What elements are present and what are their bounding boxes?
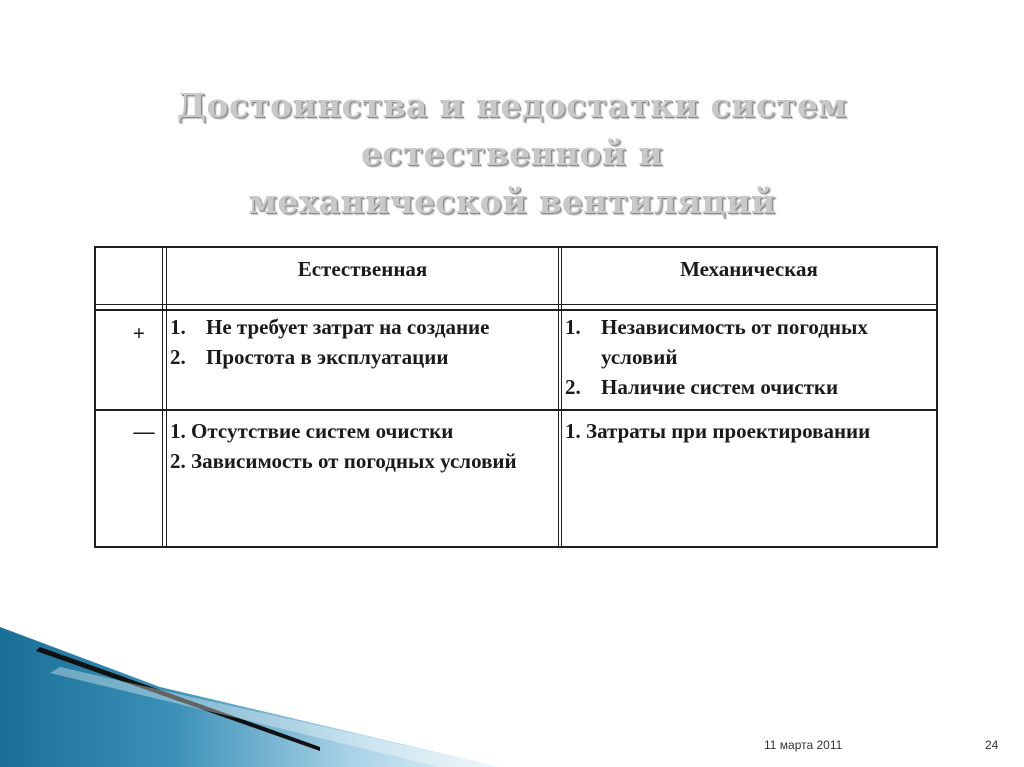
list-item: 1. Затраты при проектировании bbox=[565, 419, 871, 443]
comparison-table bbox=[94, 246, 938, 548]
title-line-2: механической вентиляций bbox=[248, 182, 776, 221]
page-number: 24 bbox=[985, 738, 999, 752]
header-mechanical: Механическая bbox=[680, 257, 818, 281]
list-item: 1. Отсутствие систем очистки bbox=[170, 419, 454, 443]
header-natural: Естественная bbox=[297, 257, 428, 281]
table-border-bottom bbox=[94, 546, 938, 548]
list-item: 1. Не требует затрат на создание bbox=[170, 315, 490, 339]
minus-sign: — bbox=[133, 419, 155, 443]
table-divider-2a bbox=[558, 246, 559, 548]
plus-natural-cell bbox=[168, 312, 556, 408]
header-divider-b bbox=[94, 309, 938, 311]
minus-mechanical-cell bbox=[565, 416, 935, 546]
title-line-1: Достоинства и недостатки систем естественной и bbox=[176, 86, 848, 173]
plus-sign: + bbox=[133, 321, 145, 345]
list-item: 2. Зависимость от погодных условий bbox=[170, 449, 517, 473]
table-divider-1a bbox=[162, 246, 163, 548]
list-item: 2. Наличие систем очистки bbox=[565, 375, 839, 399]
header-divider-a bbox=[94, 304, 938, 305]
list-item: 1. Независимость от погодных условий bbox=[565, 315, 868, 369]
table-border-right bbox=[936, 246, 938, 548]
footer-date: 11 марта 2011 bbox=[764, 738, 843, 752]
plus-mechanical-cell bbox=[563, 312, 935, 408]
minus-natural-cell bbox=[170, 416, 556, 546]
row-divider bbox=[94, 409, 938, 411]
swoosh-blue-band bbox=[0, 627, 500, 767]
table-border-left bbox=[94, 246, 96, 548]
slide-title bbox=[40, 82, 984, 226]
list-item: 2. Простота в эксплуатации bbox=[170, 345, 449, 369]
table-border-top bbox=[94, 246, 938, 248]
decorative-swoosh bbox=[0, 627, 1024, 767]
